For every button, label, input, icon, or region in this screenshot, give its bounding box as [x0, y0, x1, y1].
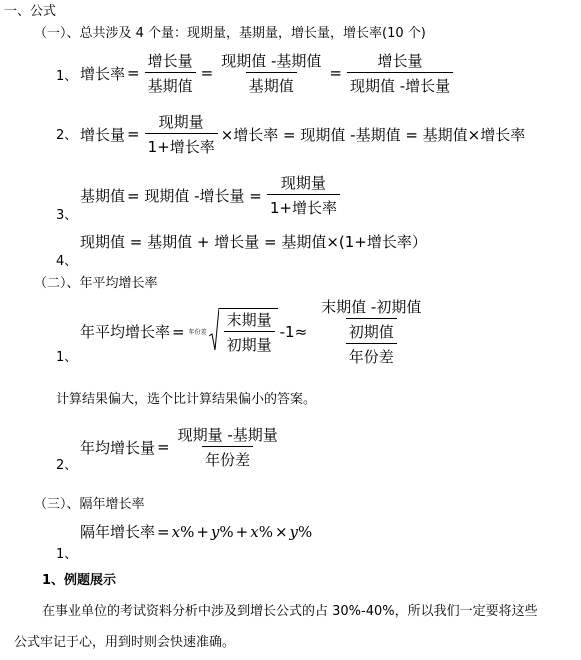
- var-x: x: [250, 522, 259, 541]
- denominator: 基期值: [246, 72, 297, 96]
- numerator: 现期量: [280, 174, 326, 192]
- fraction: [145, 50, 196, 96]
- section-2-title: （二）、年平均增长率: [34, 276, 158, 291]
- formula-number: 1、: [56, 350, 78, 365]
- current-value-formula: 现期值 = 基期值 + 增长量 = 基期值×(1+增长率）: [80, 233, 427, 251]
- denominator: 初期量: [224, 331, 275, 355]
- biennial-growth-rate-formula: [80, 521, 312, 542]
- numerator: 现期值 -基期值: [221, 52, 322, 70]
- denominator: 年份差: [346, 343, 397, 367]
- numerator: 末期量: [226, 311, 272, 329]
- percent-sign: %: [258, 522, 273, 541]
- denominator: 基期值: [145, 72, 196, 96]
- denominator: 1+增长率: [267, 194, 340, 218]
- formula-number: 1、: [56, 69, 78, 84]
- numerator: 增长量: [147, 52, 193, 70]
- numerator: 增长量: [377, 52, 423, 70]
- formula-number: 2、: [56, 128, 78, 143]
- numerator: 现期量 -基期量: [177, 426, 278, 444]
- section-3-title: （三）、隔年增长率: [34, 497, 145, 512]
- formula-middle: = 现期值 -增长量 =: [127, 186, 262, 205]
- fraction: [267, 172, 340, 218]
- formula-number: 4、: [56, 254, 78, 269]
- plus-sign: +: [196, 522, 209, 541]
- numerator: 现期量: [158, 113, 204, 131]
- equals-sign: =: [172, 322, 185, 341]
- fraction: [347, 50, 453, 96]
- numerator: [312, 296, 430, 343]
- inner-fraction: [318, 296, 424, 342]
- var-y: y: [210, 522, 220, 541]
- equals-sign: =: [157, 522, 170, 541]
- example-paragraph-line-1: 在事业单位的考试资料分析中涉及到增长公式的占 30%-40%，所以我们一定要将这些: [42, 604, 538, 619]
- formula-lhs: 增长率: [80, 64, 126, 83]
- fraction: [145, 111, 218, 157]
- radicand: [219, 308, 278, 355]
- formula-lhs: 年平均增长率: [80, 323, 171, 341]
- formula-number: 3、: [56, 208, 78, 223]
- var-y: y: [289, 522, 299, 541]
- equals-sign: =: [329, 64, 342, 82]
- equals-sign: =: [200, 64, 214, 82]
- denominator: 年份差: [202, 446, 253, 470]
- example-paragraph-line-2: 公式牢记于心，用到时则会快速准确。: [14, 635, 236, 650]
- formula-lhs: 隔年增长率: [80, 523, 156, 541]
- var-x: x: [171, 522, 181, 541]
- radical: [209, 308, 278, 355]
- formula-lhs: 增长量: [80, 125, 126, 144]
- section-1-title: （一）、总共涉及 4 个量：现期量，基期量，增长量，增长率(10 个): [34, 26, 426, 41]
- percent-sign: %: [219, 522, 234, 541]
- radical-sign-icon: [209, 308, 219, 352]
- formula-number: 1、: [56, 547, 78, 562]
- numerator: 末期值 -初期值: [321, 298, 422, 316]
- example-heading: 1、例题展示: [42, 573, 117, 588]
- compound-fraction: [312, 296, 430, 367]
- fraction: [224, 309, 275, 355]
- equals-sign: =: [127, 64, 140, 82]
- minus-approx: -1≈: [279, 322, 308, 341]
- percent-sign: %: [298, 522, 313, 541]
- base-value-formula: [80, 172, 343, 218]
- average-growth-amount-formula: [80, 424, 284, 470]
- times-sign: ×: [274, 522, 288, 541]
- equals-sign: =: [127, 125, 140, 143]
- equals-sign: =: [157, 438, 170, 456]
- formula-lhs: 年均增长量: [80, 438, 156, 457]
- formula-tail: ×增长率 = 现期值 -基期值 = 基期值×增长率: [220, 125, 526, 144]
- denominator: 初期值: [346, 318, 397, 342]
- denominator: 1+增长率: [145, 133, 218, 157]
- fraction: [218, 50, 324, 96]
- note-text: 计算结果偏大，选个比计算结果偏小的答案。: [56, 392, 317, 407]
- formula-number: 2、: [56, 458, 78, 473]
- page-heading: 一、公式: [4, 4, 57, 19]
- fraction: [175, 424, 281, 470]
- percent-sign: %: [180, 522, 195, 541]
- plus-sign: +: [235, 522, 249, 541]
- formula-lhs: 基期值: [80, 186, 126, 205]
- root-index: 年份差: [188, 329, 207, 336]
- growth-amount-formula: [80, 111, 525, 157]
- average-growth-rate-formula: [80, 296, 433, 367]
- denominator: 现期值 -增长量: [347, 72, 453, 96]
- growth-rate-formula: [80, 50, 456, 96]
